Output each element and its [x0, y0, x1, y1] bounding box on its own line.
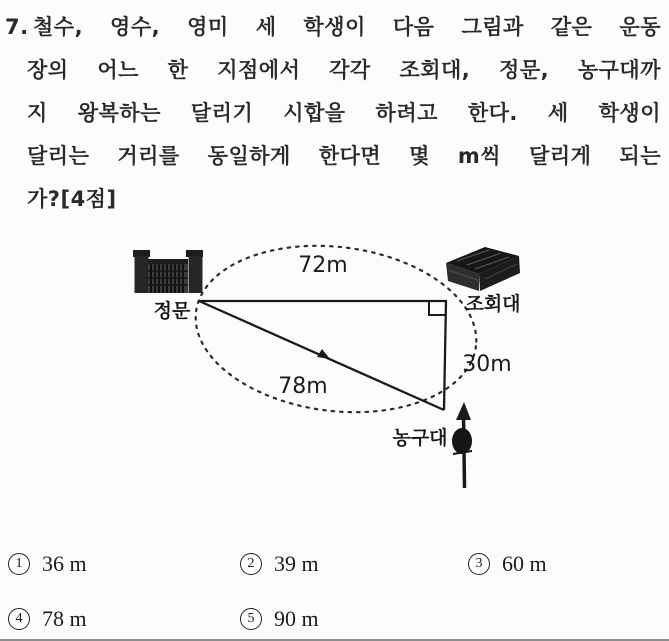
- choice-3: [468, 549, 547, 579]
- right-angle-mark: [429, 301, 446, 315]
- choice-2-label: 39 m: [274, 551, 319, 576]
- question-line-1: [5, 6, 661, 49]
- playground-diagram: [0, 228, 669, 510]
- question-line-5: 가?[4점]: [27, 187, 117, 211]
- question-line-1-text: 철수, 영수, 영미 세 학생이 다음 그림과 같은 운동: [33, 15, 661, 39]
- choice-2: [240, 549, 319, 579]
- question-line-4: 달리는 거리를 동일하게 한다면 몇 m씩 달리게 되는: [27, 144, 661, 168]
- choice-3-marker: 3: [468, 553, 490, 575]
- choice-1-marker: 1: [8, 553, 30, 575]
- choice-5-label: 90 m: [274, 606, 319, 631]
- hypotenuse-arrow: [317, 349, 330, 359]
- hoop-label: 농구대: [392, 427, 448, 449]
- triangle-right-side: [444, 301, 446, 410]
- platform-label: 조회대: [465, 293, 521, 315]
- choice-4-label: 78 m: [42, 606, 87, 631]
- platform-icon: [446, 247, 520, 291]
- choice-1: [8, 549, 87, 579]
- choice-2-marker: 2: [240, 553, 262, 575]
- question-line-3: 지 왕복하는 달리기 시합을 하려고 한다. 세 학생이: [27, 101, 661, 125]
- question-text: [5, 6, 661, 221]
- distance-top-label: 72m: [298, 253, 348, 278]
- question-number: 7.: [5, 15, 29, 39]
- question-line-2: 장의 어느 한 지점에서 각각 조회대, 정문, 농구대까: [27, 58, 661, 82]
- choice-4: [8, 604, 87, 634]
- distance-right-label: 30m: [462, 352, 512, 377]
- choice-4-marker: 4: [8, 608, 30, 630]
- choice-5-marker: 5: [240, 608, 262, 630]
- choice-3-label: 60 m: [502, 551, 547, 576]
- distance-hypotenuse-label: 78m: [278, 374, 328, 399]
- gate-label: 정문: [153, 300, 191, 322]
- choice-1-label: 36 m: [42, 551, 87, 576]
- choice-5: [240, 604, 319, 634]
- basketball-hoop-icon: [452, 402, 472, 488]
- gate-icon: [133, 250, 203, 293]
